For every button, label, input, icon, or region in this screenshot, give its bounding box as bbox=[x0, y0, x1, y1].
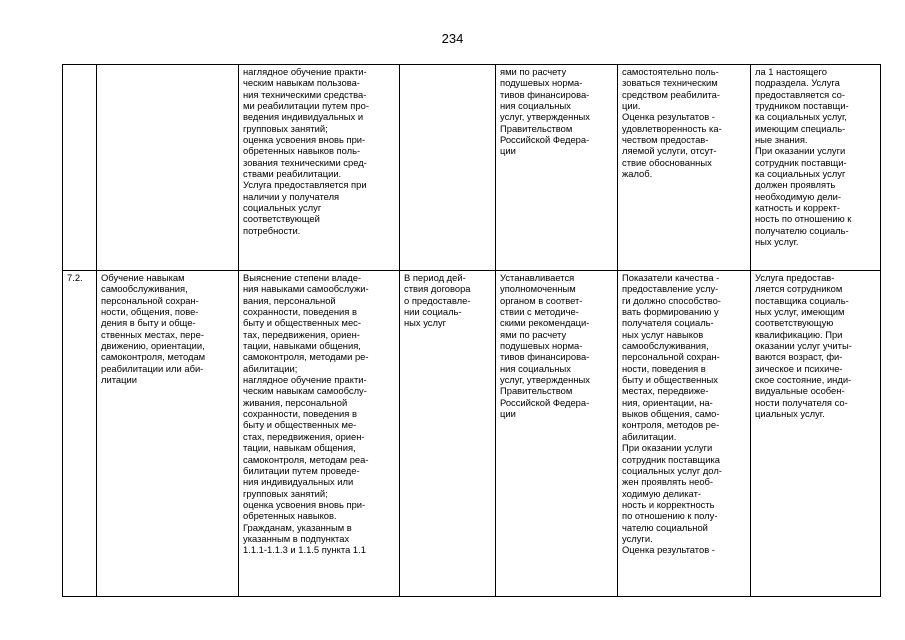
cell-text-line: жен проявлять необ- bbox=[622, 476, 714, 488]
cell-text-line: ния социальных bbox=[500, 362, 571, 374]
cell-text-line: самостоятельно поль- bbox=[622, 66, 719, 77]
cell-text-line: ности получателя со- bbox=[755, 396, 848, 408]
cell-text-line: ляется сотрудником bbox=[755, 283, 843, 295]
cell-text-line: Услуга предоставляется при bbox=[243, 179, 367, 191]
cell-text-line: ность и корректность bbox=[622, 498, 715, 510]
cell-text-line: услуги. bbox=[622, 532, 653, 544]
cell-text-line: вания, персональной bbox=[243, 294, 336, 306]
cell-text-line: сохранности, поведения в bbox=[243, 306, 357, 318]
cell-text-line: уполномоченным bbox=[500, 283, 576, 295]
cell-text-line: ка социальных услуг, bbox=[755, 111, 847, 123]
cell-text-line: ных услуг bbox=[404, 317, 447, 329]
cell-text-line: ствии с методиче- bbox=[500, 306, 579, 318]
cell-text-line: ями по расчету bbox=[500, 328, 567, 340]
cell-text-line: по отношению к полу- bbox=[622, 510, 718, 522]
cell-text-line: Выяснение степени владе- bbox=[243, 272, 362, 283]
cell-text-line: абилитации; bbox=[243, 362, 298, 374]
cell-text-line: сохранности, поведения в bbox=[243, 408, 357, 420]
cell-text-line: чателю социальной bbox=[622, 521, 708, 533]
cell-text-line: необходимую дели- bbox=[755, 190, 842, 202]
cell-text-line: самоконтроля, методами ре- bbox=[243, 351, 369, 363]
cell-text-line: зования техническими сред- bbox=[243, 156, 367, 168]
financing-norms-cell bbox=[496, 65, 618, 271]
cell-text-line: циальных услуг. bbox=[755, 408, 825, 420]
cell-text-line: Гражданам, указанным в bbox=[243, 521, 352, 533]
service-description-cell bbox=[239, 65, 400, 271]
financing-norms-cell bbox=[496, 271, 618, 597]
cell-text-line: ведения индивидуальных и bbox=[243, 111, 364, 123]
cell-text-line: соответствующую bbox=[755, 317, 834, 329]
cell-text-line: оказании услуг учиты- bbox=[755, 340, 852, 352]
cell-text-line: ных услуг навыков bbox=[622, 328, 704, 340]
cell-text-line: зоваться техническим bbox=[622, 77, 718, 89]
cell-text-line: Правительством bbox=[500, 122, 573, 134]
cell-text-line: Услуга предостав- bbox=[755, 272, 835, 283]
cell-text-line: ваются возраст, фи- bbox=[755, 351, 843, 363]
quality-indicators-cell bbox=[618, 65, 751, 271]
cell-text-line: ности, общения, пове- bbox=[101, 306, 199, 318]
cell-text-line: предоставляется со- bbox=[755, 88, 845, 100]
cell-text-line: катность и коррект- bbox=[755, 202, 840, 214]
cell-text-line: органом в соответ- bbox=[500, 294, 583, 306]
cell-text-line: тивов финансирова- bbox=[500, 351, 590, 363]
cell-text-line: ское состояние, инди- bbox=[755, 374, 852, 386]
cell-text-line: билитации путем проведе- bbox=[243, 464, 360, 476]
cell-text-line: услуг, утвержденных bbox=[500, 111, 590, 123]
cell-text-line: услуг, утвержденных bbox=[500, 374, 590, 386]
cell-text-line: оценка усвоения вновь при- bbox=[243, 498, 366, 510]
cell-text-line: обретенных навыков поль- bbox=[243, 145, 361, 157]
cell-text-line: ния, ориентации, на- bbox=[622, 396, 713, 408]
cell-text-line: имеющим специаль- bbox=[755, 122, 846, 134]
row-number-cell bbox=[63, 271, 97, 597]
cell-text-line: соответствующей bbox=[243, 213, 320, 225]
cell-text-line: Российской Федера- bbox=[500, 134, 590, 146]
cell-text-line: Оценка результатов - bbox=[622, 544, 715, 556]
cell-text-line: средством реабилита- bbox=[622, 88, 720, 100]
cell-text-line: В период дей- bbox=[404, 272, 466, 283]
cell-text-line: подушевых норма- bbox=[500, 77, 583, 89]
cell-text-line: тации, навыкам общения, bbox=[243, 442, 356, 454]
cell-text-line: местах, передвиже- bbox=[622, 385, 709, 397]
cell-text-line: обретенных навыков. bbox=[243, 510, 337, 522]
cell-text-line: выков общения, само- bbox=[622, 408, 720, 420]
cell-text-line: Оценка результатов - bbox=[622, 111, 715, 123]
cell-text-line: ка социальных услуг bbox=[755, 168, 846, 180]
cell-text-line: самообслуживания, bbox=[101, 283, 188, 295]
cell-text-line: трудником поставщи- bbox=[755, 100, 849, 112]
service-term-cell bbox=[400, 271, 496, 597]
row-number-cell bbox=[63, 65, 97, 271]
cell-text-line: нии социаль- bbox=[404, 306, 462, 318]
cell-text-line: быту и общественных bbox=[622, 374, 718, 386]
cell-text-line: скими рекомендаци- bbox=[500, 317, 590, 329]
cell-text-line: 7.2. bbox=[67, 272, 83, 283]
page-number: 234 bbox=[441, 31, 464, 46]
cell-text-line: удовлетворенность ка- bbox=[622, 122, 722, 134]
cell-text-line: ния техническими средства- bbox=[243, 88, 367, 100]
cell-text-line: ческим навыкам пользова- bbox=[243, 77, 360, 89]
cell-text-line: ствия договора bbox=[404, 283, 471, 295]
cell-text-line: стах, передвижения, ориен- bbox=[243, 430, 365, 442]
cell-text-line: быту и общественных мес- bbox=[243, 317, 361, 329]
cell-text-line: движению, ориентации, bbox=[101, 340, 205, 352]
table-row bbox=[63, 271, 881, 597]
cell-text-line: сотрудник поставщика bbox=[622, 453, 721, 465]
cell-text-line: Показатели качества - bbox=[622, 272, 720, 283]
cell-text-line: наглядное обучение практи- bbox=[243, 374, 367, 386]
cell-text-line: должен проявлять bbox=[755, 179, 836, 191]
cell-text-line: реабилитации или аби- bbox=[101, 362, 204, 374]
cell-text-line: ных услуг. bbox=[755, 236, 799, 248]
cell-text-line: ность по отношению к bbox=[755, 213, 852, 225]
cell-text-line: При оказании услуги bbox=[622, 442, 713, 454]
cell-text-line: ходимую деликат- bbox=[622, 487, 701, 499]
cell-text-line: быту и общественных ме- bbox=[243, 419, 357, 431]
cell-text-line: жалоб. bbox=[622, 168, 653, 180]
cell-text-line: подушевых норма- bbox=[500, 340, 583, 352]
cell-text-line: зическое и психиче- bbox=[755, 362, 843, 374]
cell-text-line: ции. bbox=[622, 100, 641, 112]
cell-text-line: дения в быту и обще- bbox=[101, 317, 196, 329]
cell-text-line: тах, передвижения, ориен- bbox=[243, 328, 360, 340]
service-term-cell bbox=[400, 65, 496, 271]
cell-text-line: поставщика социаль- bbox=[755, 294, 849, 306]
cell-text-line: 1.1.1-1.1.3 и 1.1.5 пункта 1.1 bbox=[243, 544, 366, 556]
cell-text-line: групповых занятий; bbox=[243, 487, 328, 499]
cell-text-line: самообслуживания, bbox=[622, 340, 709, 352]
cell-text-line: ческим навыкам самообслу- bbox=[243, 385, 367, 397]
cell-text-line: предоставление услу- bbox=[622, 283, 719, 295]
cell-text-line: контроля, методов ре- bbox=[622, 419, 720, 431]
cell-text-line: ных услуг, имеющим bbox=[755, 306, 845, 318]
cell-text-line: ляемой услуги, отсут- bbox=[622, 145, 717, 157]
cell-text-line: ги должно способство- bbox=[622, 294, 721, 306]
cell-text-line: ные знания. bbox=[755, 134, 808, 146]
cell-text-line: подраздела. Услуга bbox=[755, 77, 840, 89]
service-conditions-cell bbox=[751, 65, 881, 271]
cell-text-line: сотрудник поставщи- bbox=[755, 156, 847, 168]
cell-text-line: получателя социаль- bbox=[622, 317, 714, 329]
service-name-cell bbox=[97, 271, 239, 597]
cell-text-line: наглядное обучение практи- bbox=[243, 66, 367, 77]
cell-text-line: получателю социаль- bbox=[755, 224, 849, 236]
cell-text-line: оценка усвоения вновь при- bbox=[243, 134, 366, 146]
quality-indicators-cell bbox=[618, 271, 751, 597]
cell-text-line: ности, поведения в bbox=[622, 362, 706, 374]
cell-text-line: Российской Федера- bbox=[500, 396, 590, 408]
cell-text-line: Правительством bbox=[500, 385, 573, 397]
cell-text-line: самоконтроля, методам bbox=[101, 351, 206, 363]
cell-text-line: социальных услуг дол- bbox=[622, 464, 722, 476]
cell-text-line: ния индивидуальных или bbox=[243, 476, 354, 488]
cell-text-line: ния социальных bbox=[500, 100, 571, 112]
cell-text-line: живания, персональной bbox=[243, 396, 348, 408]
cell-text-line: чеством предостав- bbox=[622, 134, 709, 146]
cell-text-line: указанным в подпунктах bbox=[243, 532, 350, 544]
cell-text-line: вать формированию у bbox=[622, 306, 719, 318]
cell-text-line: тивов финансирова- bbox=[500, 88, 590, 100]
cell-text-line: самоконтроля, методам реа- bbox=[243, 453, 369, 465]
service-description-cell bbox=[239, 271, 400, 597]
cell-text-line: ции bbox=[500, 145, 516, 157]
cell-text-line: групповых занятий; bbox=[243, 122, 328, 134]
cell-text-line: При оказании услуги bbox=[755, 145, 846, 157]
cell-text-line: абилитации. bbox=[622, 430, 677, 442]
services-table bbox=[62, 64, 881, 597]
cell-text-line: персональной сохран- bbox=[622, 351, 720, 363]
cell-text-line: ния навыками самообслужи- bbox=[243, 283, 369, 295]
cell-text-line: о предоставле- bbox=[404, 294, 471, 306]
cell-text-line: квалификацию. При bbox=[755, 328, 843, 340]
cell-text-line: ми реабилитации путем про- bbox=[243, 100, 369, 112]
cell-text-line: ции bbox=[500, 408, 516, 420]
cell-text-line: ями по расчету bbox=[500, 66, 567, 77]
cell-text-line: литации bbox=[101, 374, 137, 386]
cell-text-line: Обучение навыкам bbox=[101, 272, 185, 283]
cell-text-line: ствами реабилитации. bbox=[243, 168, 342, 180]
cell-text-line: ствие обоснованных bbox=[622, 156, 712, 168]
cell-text-line: социальных услуг bbox=[243, 202, 322, 214]
service-conditions-cell bbox=[751, 271, 881, 597]
table-row bbox=[63, 65, 881, 271]
cell-text-line: тации, навыками общения, bbox=[243, 340, 361, 352]
cell-text-line: персональной сохран- bbox=[101, 294, 199, 306]
cell-text-line: наличии у получателя bbox=[243, 190, 340, 202]
cell-text-line: видуальные особен- bbox=[755, 385, 845, 397]
cell-text-line: ственных местах, пере- bbox=[101, 328, 204, 340]
cell-text-line: Устанавливается bbox=[500, 272, 575, 283]
cell-text-line: потребности. bbox=[243, 224, 301, 236]
service-name-cell bbox=[97, 65, 239, 271]
cell-text-line: ла 1 настоящего bbox=[755, 66, 827, 77]
